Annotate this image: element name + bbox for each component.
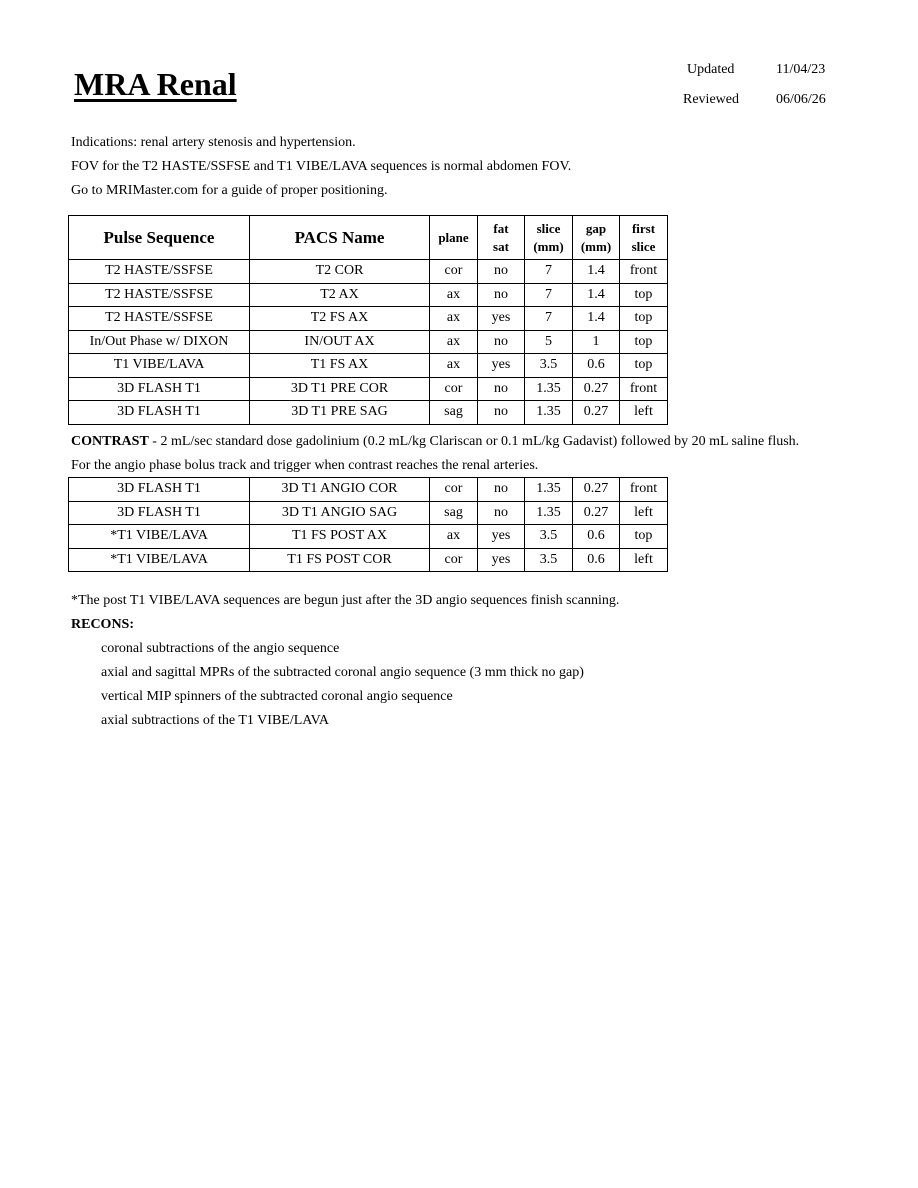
cell-pacs-name: 3D T1 ANGIO COR (250, 478, 430, 502)
table-row (69, 260, 668, 284)
cell-pulse-sequence: T2 HASTE/SSFSE (69, 283, 250, 307)
cell-plane: cor (430, 548, 478, 572)
cell-plane: sag (430, 501, 478, 525)
cell-pacs-name: T2 AX (250, 283, 430, 307)
contrast-text (71, 433, 799, 451)
cell-fat-sat: yes (478, 354, 525, 378)
cell-first-slice: left (620, 548, 668, 572)
cell-pulse-sequence: T2 HASTE/SSFSE (69, 260, 250, 284)
table-row (69, 377, 668, 401)
contrast-label: CONTRAST (71, 434, 149, 449)
cell-pulse-sequence: 3D FLASH T1 (69, 401, 250, 425)
cell-pacs-name: IN/OUT AX (250, 330, 430, 354)
angio-note: For the angio phase bolus track and trigger when contrast reaches the renal arteries. (71, 458, 539, 473)
cell-pacs-name: T2 FS AX (250, 307, 430, 331)
cell-first-slice: top (620, 525, 668, 549)
cell-gap: 0.27 (573, 401, 620, 425)
cell-pulse-sequence: In/Out Phase w/ DIXON (69, 330, 250, 354)
table-row (69, 501, 668, 525)
cell-plane: ax (430, 354, 478, 378)
cell-fat-sat: no (478, 501, 525, 525)
header-pulse-sequence: Pulse Sequence (69, 216, 250, 260)
cell-first-slice: top (620, 283, 668, 307)
cell-gap: 0.27 (573, 377, 620, 401)
cell-plane: cor (430, 377, 478, 401)
cell-fat-sat: yes (478, 525, 525, 549)
cell-fat-sat: yes (478, 548, 525, 572)
cell-plane: cor (430, 478, 478, 502)
cell-first-slice: top (620, 330, 668, 354)
header-plane: plane (430, 216, 478, 260)
positioning-text: Go to MRIMaster.com for a guide of proper positioning. (71, 183, 388, 198)
cell-plane: ax (430, 283, 478, 307)
cell-plane: cor (430, 260, 478, 284)
cell-pulse-sequence: *T1 VIBE/LAVA (69, 548, 250, 572)
fov-text: FOV for the T2 HASTE/SSFSE and T1 VIBE/LAVA sequences is normal abdomen FOV. (71, 159, 572, 174)
reviewed-date: 06/06/26 (776, 92, 826, 107)
table-row (69, 307, 668, 331)
cell-gap: 0.27 (573, 501, 620, 525)
pre-contrast-table (68, 215, 668, 425)
cell-pulse-sequence: 3D FLASH T1 (69, 501, 250, 525)
cell-gap: 1.4 (573, 307, 620, 331)
cell-slice: 1.35 (525, 377, 573, 401)
cell-first-slice: left (620, 501, 668, 525)
recon-item: axial subtractions of the T1 VIBE/LAVA (101, 713, 329, 728)
header-fat-sat: fat sat (478, 216, 525, 260)
cell-gap: 1.4 (573, 283, 620, 307)
cell-fat-sat: no (478, 377, 525, 401)
cell-pulse-sequence: 3D FLASH T1 (69, 377, 250, 401)
cell-fat-sat: yes (478, 307, 525, 331)
header-gap: gap (mm) (573, 216, 620, 260)
cell-pulse-sequence: T2 HASTE/SSFSE (69, 307, 250, 331)
indications-text: Indications: renal artery stenosis and hypertension. (71, 135, 356, 150)
updated-date: 11/04/23 (776, 62, 826, 77)
cell-first-slice: top (620, 354, 668, 378)
table-row (69, 354, 668, 378)
cell-first-slice: top (620, 307, 668, 331)
header-first-slice: first slice (620, 216, 668, 260)
cell-slice: 1.35 (525, 501, 573, 525)
table-row (69, 478, 668, 502)
cell-pacs-name: T1 FS POST AX (250, 525, 430, 549)
cell-slice: 3.5 (525, 548, 573, 572)
cell-slice: 1.35 (525, 401, 573, 425)
cell-gap: 0.6 (573, 354, 620, 378)
page-title: MRA Renal (74, 66, 237, 102)
cell-slice: 7 (525, 260, 573, 284)
header-slice: slice (mm) (525, 216, 573, 260)
cell-fat-sat: no (478, 478, 525, 502)
cell-fat-sat: no (478, 283, 525, 307)
cell-slice: 7 (525, 283, 573, 307)
cell-slice: 5 (525, 330, 573, 354)
cell-first-slice: left (620, 401, 668, 425)
cell-fat-sat: no (478, 401, 525, 425)
recon-item: axial and sagittal MPRs of the subtracted coronal angio sequence (3 mm thick no gap) (101, 665, 584, 680)
cell-pulse-sequence: T1 VIBE/LAVA (69, 354, 250, 378)
cell-pacs-name: 3D T1 ANGIO SAG (250, 501, 430, 525)
table-row (69, 283, 668, 307)
table-row (69, 401, 668, 425)
cell-slice: 1.35 (525, 478, 573, 502)
cell-slice: 3.5 (525, 354, 573, 378)
cell-gap: 0.6 (573, 548, 620, 572)
cell-pacs-name: T1 FS AX (250, 354, 430, 378)
table-header-row (69, 216, 668, 260)
recon-item: vertical MIP spinners of the subtracted coronal angio sequence (101, 689, 453, 704)
cell-first-slice: front (620, 377, 668, 401)
cell-gap: 1.4 (573, 260, 620, 284)
cell-pacs-name: 3D T1 PRE SAG (250, 401, 430, 425)
cell-fat-sat: no (478, 330, 525, 354)
cell-gap: 0.27 (573, 478, 620, 502)
cell-pacs-name: T1 FS POST COR (250, 548, 430, 572)
reviewed-label: Reviewed (683, 92, 739, 107)
cell-plane: ax (430, 307, 478, 331)
cell-pacs-name: T2 COR (250, 260, 430, 284)
cell-gap: 1 (573, 330, 620, 354)
cell-plane: ax (430, 330, 478, 354)
table-row (69, 525, 668, 549)
table-row (69, 330, 668, 354)
cell-slice: 7 (525, 307, 573, 331)
cell-pacs-name: 3D T1 PRE COR (250, 377, 430, 401)
header-pacs-name: PACS Name (250, 216, 430, 260)
cell-slice: 3.5 (525, 525, 573, 549)
contrast-description: - 2 mL/sec standard dose gadolinium (0.2 mL/kg Clariscan or 0.1 mL/kg Gadavist) followed by 20 mL saline flush. (148, 434, 800, 449)
recon-item: coronal subtractions of the angio sequence (101, 641, 340, 656)
footnote: *The post T1 VIBE/LAVA sequences are begun just after the 3D angio sequences finish scanning. (71, 593, 620, 608)
cell-plane: sag (430, 401, 478, 425)
table-row (69, 548, 668, 572)
cell-first-slice: front (620, 478, 668, 502)
recons-label: RECONS: (71, 617, 135, 632)
updated-label: Updated (687, 62, 735, 77)
cell-first-slice: front (620, 260, 668, 284)
cell-plane: ax (430, 525, 478, 549)
cell-pulse-sequence: 3D FLASH T1 (69, 478, 250, 502)
cell-gap: 0.6 (573, 525, 620, 549)
post-contrast-table (68, 477, 668, 572)
cell-pulse-sequence: *T1 VIBE/LAVA (69, 525, 250, 549)
cell-fat-sat: no (478, 260, 525, 284)
